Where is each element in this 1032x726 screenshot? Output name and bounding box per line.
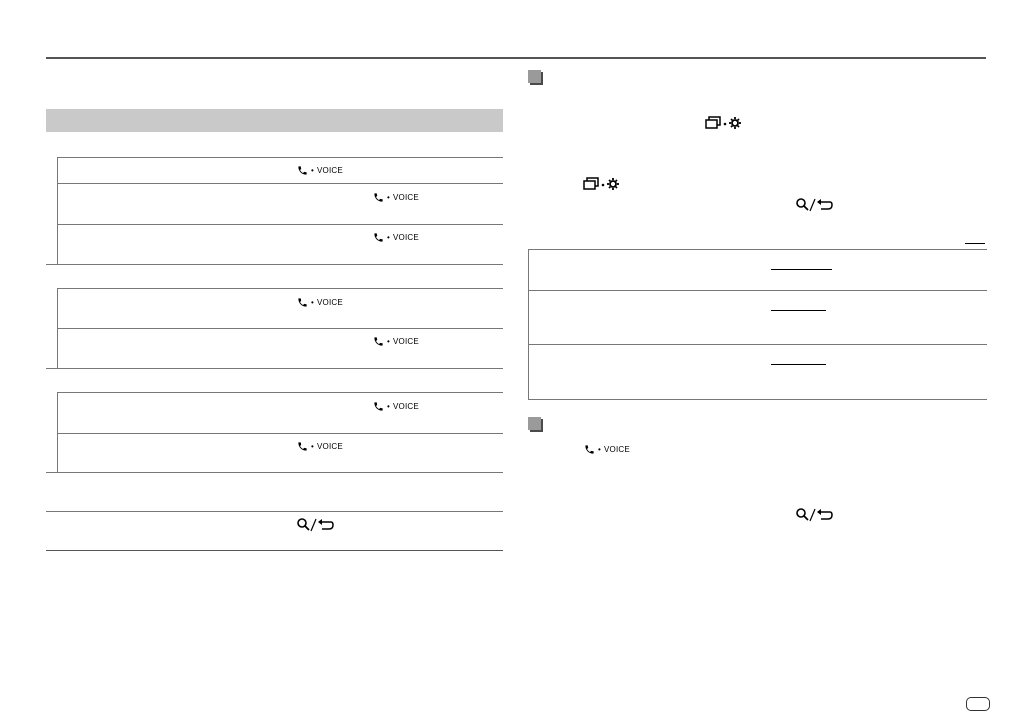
- phone-voice-key[interactable]: [297, 441, 343, 452]
- search-back-button[interactable]: [795, 507, 833, 523]
- table-rule: [528, 399, 987, 400]
- table-rule: [57, 157, 503, 158]
- search-back-icon: [795, 507, 833, 523]
- phone-voice-key[interactable]: [297, 297, 343, 308]
- page-number-badge: [966, 697, 990, 711]
- phone-icon: [373, 232, 384, 243]
- key-separator: •: [311, 441, 315, 451]
- section-marker: [528, 70, 541, 83]
- default-underline: [771, 364, 826, 365]
- key-separator: •: [598, 444, 602, 454]
- search-back-button[interactable]: [795, 197, 833, 213]
- voice-label: VOICE: [317, 165, 343, 175]
- table-rule: [57, 392, 503, 393]
- default-underline: [771, 310, 826, 311]
- table-rule: [528, 249, 987, 250]
- search-back-button[interactable]: [296, 517, 334, 533]
- phone-icon: [373, 401, 384, 412]
- table-rule: [57, 224, 503, 225]
- key-separator: •: [387, 232, 391, 242]
- phone-voice-key[interactable]: [373, 336, 419, 347]
- phone-icon: [584, 444, 595, 455]
- display-settings-icon: [582, 176, 622, 192]
- display-settings-button[interactable]: [582, 176, 622, 192]
- phone-icon: [297, 297, 308, 308]
- default-underline: [771, 269, 832, 270]
- display-settings-button[interactable]: [704, 115, 744, 131]
- table-rule: [46, 368, 503, 369]
- search-back-icon: [795, 197, 833, 213]
- key-separator: •: [387, 192, 391, 202]
- phone-voice-key[interactable]: [373, 232, 419, 243]
- group-bracket: [57, 392, 58, 472]
- display-settings-icon: [704, 115, 744, 131]
- header-rule: [46, 57, 986, 59]
- table-rule: [57, 183, 503, 184]
- voice-label: VOICE: [393, 336, 419, 346]
- phone-icon: [373, 336, 384, 347]
- key-separator: •: [311, 297, 315, 307]
- phone-icon: [297, 441, 308, 452]
- table-rule: [46, 511, 503, 512]
- phone-voice-key[interactable]: [373, 401, 419, 412]
- table-rule: [46, 550, 503, 551]
- voice-label: VOICE: [317, 441, 343, 451]
- table-left-border: [528, 249, 529, 399]
- table-rule: [57, 328, 503, 329]
- voice-label: VOICE: [393, 192, 419, 202]
- voice-label: VOICE: [317, 297, 343, 307]
- default-underline: [965, 243, 985, 244]
- table-rule: [46, 472, 503, 473]
- section-heading-band: [46, 109, 503, 132]
- table-rule: [528, 344, 987, 345]
- table-rule: [528, 290, 987, 291]
- phone-voice-key[interactable]: [297, 165, 343, 176]
- table-rule: [57, 288, 503, 289]
- group-bracket: [57, 157, 58, 264]
- voice-label: VOICE: [393, 232, 419, 242]
- voice-label: VOICE: [604, 444, 630, 454]
- table-rule: [46, 264, 503, 265]
- key-separator: •: [311, 165, 315, 175]
- key-separator: •: [387, 336, 391, 346]
- phone-icon: [297, 165, 308, 176]
- key-separator: •: [387, 401, 391, 411]
- voice-label: VOICE: [393, 401, 419, 411]
- table-rule: [57, 433, 503, 434]
- section-marker: [528, 417, 541, 430]
- phone-voice-key[interactable]: [373, 192, 419, 203]
- phone-voice-key[interactable]: [584, 444, 630, 455]
- search-back-icon: [296, 517, 334, 533]
- phone-icon: [373, 192, 384, 203]
